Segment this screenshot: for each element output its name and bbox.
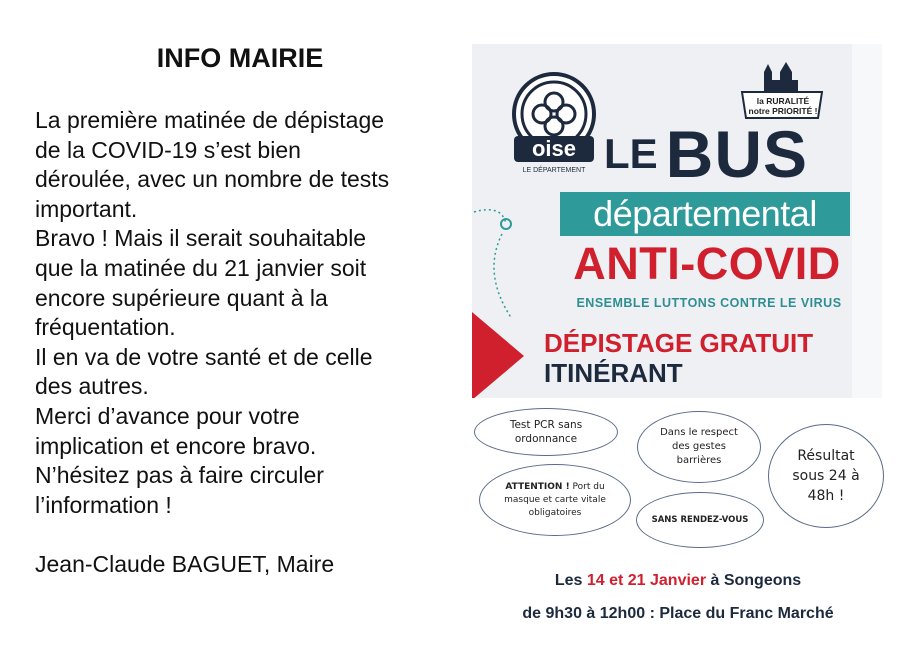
oise-logo-icon bbox=[512, 72, 596, 176]
page-title: INFO MAIRIE bbox=[156, 43, 324, 73]
red-arrow-icon bbox=[472, 312, 524, 398]
logo-text: oise bbox=[531, 136, 577, 161]
headline-le: LE bbox=[604, 130, 658, 177]
message-line: Il en va de votre santé et de celle bbox=[35, 343, 373, 370]
bubble-pcr bbox=[474, 408, 618, 456]
slogan: ENSEMBLE LUTTONS CONTRE LE VIRUS bbox=[576, 296, 842, 310]
dates-prefix: Les bbox=[554, 572, 587, 589]
rural-line1: la RURALITÉ bbox=[756, 96, 810, 106]
bubble-sans-rdv bbox=[636, 492, 764, 548]
route-dotted-line bbox=[472, 184, 532, 324]
message-line: N’hésitez pas à faire circuler bbox=[35, 462, 324, 489]
message-line: Bravo ! Mais il serait souhaitable bbox=[35, 225, 367, 252]
bubble-attention bbox=[479, 464, 631, 536]
logo-subtext: LE DÉPARTEMENT bbox=[522, 167, 586, 174]
message-line: Merci d’avance pour votre bbox=[35, 402, 300, 429]
headline-le-bus bbox=[604, 116, 874, 192]
bubble-text: SANS RENDEZ-VOUS bbox=[651, 515, 749, 525]
mayor-message bbox=[35, 106, 465, 520]
itinerant-heading: ITINÉRANT bbox=[544, 358, 683, 388]
message-line: l’information ! bbox=[35, 491, 172, 518]
departemental-band: départemental bbox=[560, 192, 850, 236]
bubble-text: Test PCR sans bbox=[509, 419, 583, 431]
bubble-text: sous 24 à bbox=[792, 468, 860, 484]
attention-label: ATTENTION ! bbox=[505, 481, 570, 492]
message-line: de la COVID-19 s’est bien bbox=[35, 136, 301, 163]
bubble-text: Dans le respect bbox=[660, 427, 738, 438]
schedule-dates bbox=[478, 572, 878, 590]
bubble-text: barrières bbox=[676, 455, 722, 466]
bubble-resultat bbox=[768, 424, 884, 528]
message-line: important. bbox=[35, 195, 138, 222]
message-line: encore supérieure quant à la bbox=[35, 284, 328, 311]
dates-value: 14 et 21 Janvier bbox=[586, 572, 707, 589]
message-line: fréquentation. bbox=[35, 314, 176, 341]
message-line: que la matinée du 21 janvier soit bbox=[35, 254, 367, 281]
rural-line2: notre PRIORITÉ ! bbox=[748, 106, 818, 116]
rural-badge-text bbox=[738, 96, 828, 116]
message-line: des autres. bbox=[35, 373, 149, 400]
dates-place: à Songeons bbox=[706, 572, 802, 589]
headline-bus: BUS bbox=[665, 117, 809, 191]
schedule-hours: de 9h30 à 12h00 : Place du Franc Marché bbox=[522, 605, 834, 622]
attention-text: Port du masque et carte vitale obligatoires bbox=[504, 481, 606, 518]
bubble-text: 48h ! bbox=[807, 488, 845, 504]
bubble-text: des gestes bbox=[672, 441, 726, 452]
poster-band bbox=[852, 44, 882, 398]
bubble-text: Résultat bbox=[797, 448, 855, 464]
signature: Jean-Claude BAGUET, Maire bbox=[35, 551, 335, 577]
message-line: implication et encore bravo. bbox=[35, 432, 317, 459]
depistage-heading: DÉPISTAGE GRATUIT bbox=[544, 328, 814, 358]
anti-covid-heading: ANTI-COVID bbox=[573, 238, 841, 289]
message-line: La première matinée de dépistage bbox=[35, 107, 385, 133]
bubble-gestes-barrieres bbox=[637, 411, 761, 483]
message-line: déroulée, avec un nombre de tests bbox=[35, 166, 390, 193]
covid-bus-poster bbox=[472, 44, 882, 398]
bubble-text: ordonnance bbox=[514, 433, 578, 445]
